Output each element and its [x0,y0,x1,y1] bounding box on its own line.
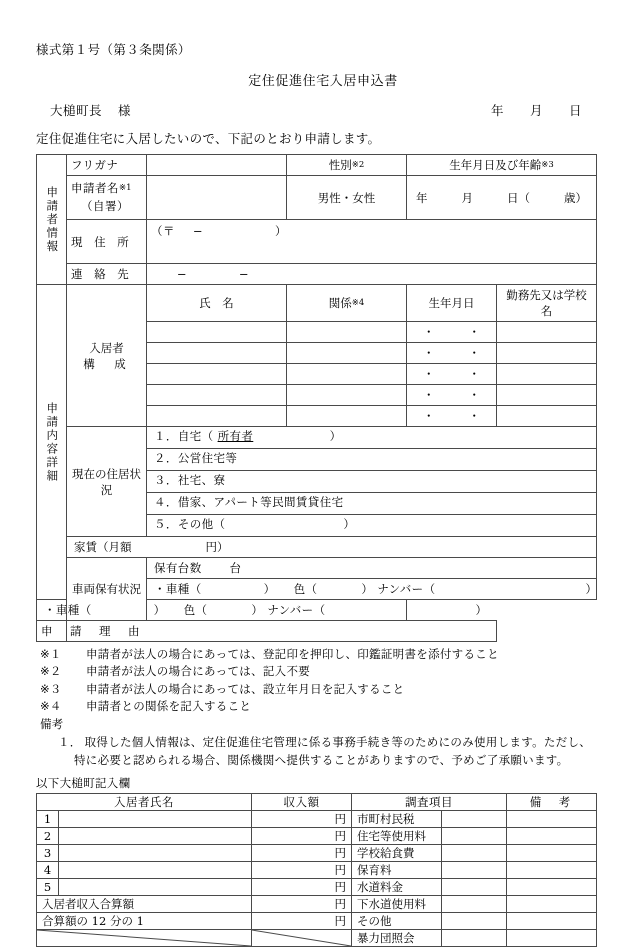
survey-value-input[interactable] [442,930,507,947]
owner-field[interactable]: 所有者 [217,429,254,443]
composition-work-input[interactable] [497,385,597,406]
table-row [37,879,597,896]
addressee-honorific: 様 [118,103,132,118]
birth-header: 生年月日及び年齢$^{※3}$ [407,155,597,176]
detail-section-label: 申請内容詳細 [37,285,67,600]
remarks-item-continued: 特に必要と認められる場合、関係機関へ提供することがありますので、予めご了承願います。 [74,752,569,767]
survey-item-label: 暴力団照会 [352,930,442,947]
row-number: 1 [37,811,59,828]
income-input[interactable]: 円 [252,811,352,828]
composition-work-input[interactable] [497,406,597,427]
current-address-row [37,220,597,264]
office-section-title: 以下大槌町記入欄 [36,776,131,791]
remarks-input[interactable] [507,862,597,879]
housing-option-3[interactable]: ３．社宅、寮 [147,471,597,493]
housing-status-label: 現在の住居状況 [67,427,147,537]
remarks-item: １． 取得した個人情報は、定住促進住宅管理に係る事務手続き等のためにのみ使用します。ただし、 [58,735,592,750]
remarks-input[interactable] [507,879,597,896]
resident-name-input[interactable] [59,828,252,845]
total-income-label: 入居者収入合算額 [37,896,252,913]
survey-value-input[interactable] [442,862,507,879]
remarks-label: 備考 [40,716,64,731]
header-resident-name: 入居者氏名 [37,794,252,811]
contact-row [37,264,597,285]
vehicle-status-label: 車両保有状況 [67,558,147,621]
composition-birth-input[interactable]: ・ ・ [407,322,497,343]
table-row [37,828,597,845]
composition-birth-input[interactable]: ・ ・ [407,343,497,364]
vehicle-count-input[interactable]: 保有台数 台 [147,558,597,579]
composition-name-input[interactable] [147,406,287,427]
composition-birth-input[interactable]: ・ ・ [407,385,497,406]
rent-input[interactable]: 家賃（月額 円） [67,537,597,558]
vehicle-detail-1[interactable]: ・車種（ ） 色（ ） ナンバー（ ） [147,579,597,600]
survey-item-label: 市町村民税 [352,811,442,828]
table-row [37,811,597,828]
income-input[interactable]: 円 [252,862,352,879]
housing-option-1[interactable]: １．自宅（ 所有者 ） [147,427,597,449]
note-item: ※４ 申請者との関係を記入すること [40,699,252,714]
contact-input[interactable]: − − [147,264,597,285]
housing-option-2[interactable]: ２．公営住宅等 [147,449,597,471]
composition-col-birth: 生年月日 [407,285,497,322]
addressee-name: 大槌町長 [50,103,103,118]
document-title: 定住促進住宅入居申込書 [248,74,398,89]
income-input[interactable]: 円 [252,879,352,896]
resident-name-input[interactable] [59,811,252,828]
note-item: ※１ 申請者が法人の場合にあっては、登記印を押印し、印鑑証明書を添付すること [40,647,499,661]
vehicle-row-2 [37,600,597,621]
survey-value-input[interactable] [442,913,507,930]
table-row [37,862,597,879]
form-code: 様式第１号（第３条関係） [36,42,191,57]
row-number: 4 [37,862,59,879]
composition-relation-input[interactable] [287,322,407,343]
main-form-table [36,154,597,642]
composition-col-name: 氏 名 [147,285,287,322]
survey-item-label: 学校給食費 [352,845,442,862]
diagonal-strike-icon [37,930,251,946]
remarks-input[interactable] [507,811,597,828]
applicant-name-input[interactable] [147,176,287,220]
composition-name-input[interactable] [147,322,287,343]
housing-option-4[interactable]: ４．借家、アパート等民間賃貸住宅 [147,493,597,515]
composition-work-input[interactable] [497,343,597,364]
remarks-input[interactable] [507,930,597,947]
date-year-label: 年 [490,103,504,118]
composition-relation-input[interactable] [287,385,407,406]
resident-name-input[interactable] [59,879,252,896]
furigana-input[interactable] [147,155,287,176]
survey-value-input[interactable] [442,811,507,828]
remarks-input[interactable] [507,913,597,930]
birthdate-input[interactable]: 年 月 日（ 歳） [407,176,597,220]
survey-value-input[interactable] [442,845,507,862]
vehicle-detail-2[interactable]: ・車種（ ） 色（ ） ナンバー（ ） [37,600,407,621]
current-address-label: 現 住 所 [67,220,147,264]
addressee-and-date-row [36,101,596,119]
income-input[interactable]: 円 [252,845,352,862]
composition-work-input[interactable] [497,322,597,343]
applicant-name-row [37,176,597,220]
row-number: 2 [37,828,59,845]
row-number: 3 [37,845,59,862]
note-item: ※２ 申請者が法人の場合にあっては、記入不要 [40,664,311,679]
income-input[interactable]: 円 [252,828,352,845]
composition-relation-input[interactable] [287,343,407,364]
gender-header: 性別$^{※2}$ [287,155,407,176]
header-income: 収入額 [252,794,352,811]
survey-value-input[interactable] [442,896,507,913]
date-month-label: 月 [529,103,543,118]
office-table-header-row [37,794,597,811]
note-item: ※３ 申請者が法人の場合にあっては、設立年月日を記入すること [40,681,405,696]
survey-value-input[interactable] [442,828,507,845]
composition-work-input[interactable] [497,364,597,385]
composition-col-work: 勤務先又は学校名 [497,285,597,322]
composition-birth-input[interactable]: ・ ・ [407,364,497,385]
survey-item-label: 水道料金 [352,879,442,896]
struck-income-cell [252,930,352,947]
header-survey-items: 調査項目 [352,794,507,811]
monthly-average-label: 合算額の 12 分の 1 [37,913,252,930]
survey-item-label: その他 [352,913,442,930]
composition-relation-input[interactable] [287,406,407,427]
furigana-row [37,155,597,176]
resident-name-input[interactable] [59,845,252,862]
remarks-input[interactable] [507,896,597,913]
reason-label: 申 請 理 由 [37,621,67,642]
composition-label: 入居者 構 成 [67,285,147,427]
form-body [36,40,596,947]
table-row-struck [37,930,597,947]
vehicle-count-row [37,558,597,579]
table-row-total [37,896,597,913]
survey-item-label: 保育料 [352,862,442,879]
composition-name-input[interactable] [147,385,287,406]
remarks-input[interactable] [507,828,597,845]
contact-label: 連 絡 先 [67,264,147,285]
office-use-table [36,793,597,947]
monthly-average-input[interactable]: 円 [252,913,352,930]
gender-choice[interactable]: 男性・女性 [287,176,407,220]
table-row [37,845,597,862]
date-fields[interactable] [491,101,596,119]
composition-relation-input[interactable] [287,364,407,385]
survey-item-label: 住宅等使用料 [352,828,442,845]
total-income-input[interactable]: 円 [252,896,352,913]
composition-birth-input[interactable]: ・ ・ [407,406,497,427]
survey-value-input[interactable] [442,879,507,896]
furigana-label: フリガナ [67,155,147,176]
composition-header-row [37,285,597,322]
housing-option-5[interactable]: ５．その他（ ） [147,515,597,537]
date-day-label: 日 [568,103,582,118]
header-remarks: 備 考 [507,794,597,811]
notes-block [36,646,596,769]
table-row-monthly [37,913,597,930]
resident-name-input[interactable] [59,862,252,879]
intro-sentence: 定住促進住宅に入居したいので、下記のとおり申請します。 [36,131,381,146]
composition-name-input[interactable] [147,343,287,364]
applicant-name-label: 申請者名$^{※1}$ （自署） [67,176,147,220]
current-address-input[interactable]: （〒 − ） [147,220,597,264]
addressee [36,101,131,119]
reason-row [37,621,597,642]
struck-name-cell [37,930,252,947]
housing-status-row [37,427,597,449]
applicant-section-label: 申請者情報 [37,155,67,285]
row-number: 5 [37,879,59,896]
composition-name-input[interactable] [147,364,287,385]
survey-item-label: 下水道使用料 [352,896,442,913]
composition-col-relation: 関係$^{※4}$ [287,285,407,322]
remarks-input[interactable] [507,845,597,862]
rent-row [37,537,597,558]
diagonal-strike-icon [252,930,351,946]
